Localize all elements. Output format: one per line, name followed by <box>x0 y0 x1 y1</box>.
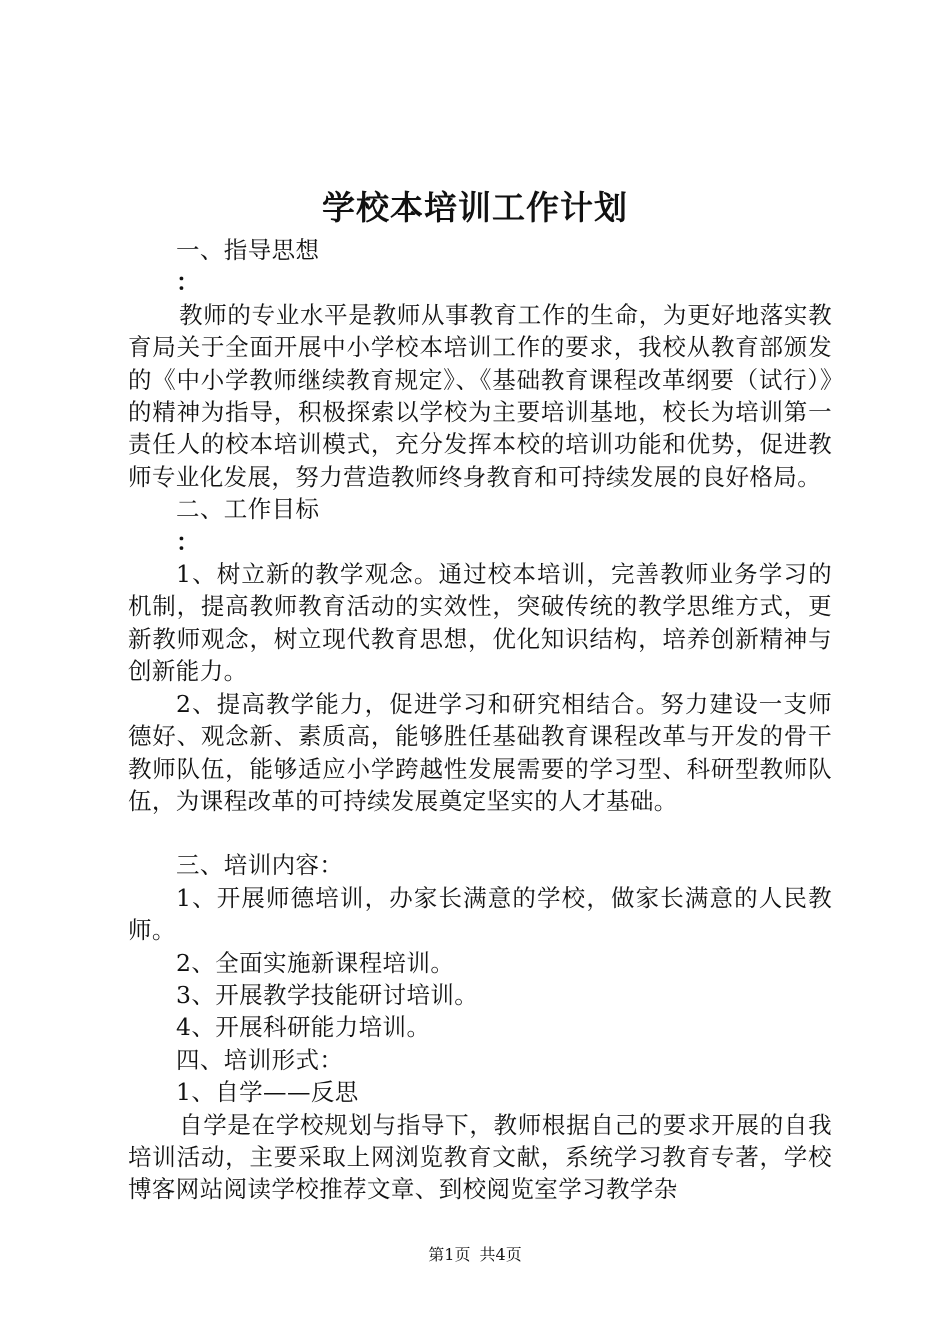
blank-line <box>128 817 832 849</box>
list-item: 1、开展师德培训，办家长满意的学校，做家长满意的人民教师。 <box>128 883 832 945</box>
section-colon: ： <box>176 527 200 556</box>
page-footer <box>0 1245 950 1265</box>
paragraph: 1、树立新的教学观念。通过校本培训，完善教师业务学习的机制，提高教师教育活动的实效性，突破传统的教学思维方式，更新教师观念，树立现代教育思想，优化知识结构，培养创新精神与创新能力。 <box>128 560 832 686</box>
document-title: 学校本培训工作计划 <box>322 188 628 227</box>
section-heading-work-goals: 二、工作目标 <box>176 495 320 524</box>
section-colon: ： <box>176 268 200 297</box>
page-number: 第1页 <box>428 1245 471 1264</box>
list-item: 4、开展科研能力培训。 <box>176 1013 431 1042</box>
list-item: 1、自学——反思 <box>176 1078 359 1107</box>
paragraph: 教师的专业水平是教师从事教育工作的生命，为更好地落实教育局关于全面开展中小学校本培训工作的要求，我校从教育部颁发的《中小学教师继续教育规定》、《基础教育课程改革纲要（试行）》的精神为指导，积极探索以学校为主要培训基地，校长为培训第一责任人的校本培训模式，充分发挥本校的培训功能和优势，促进教师专业化发展，努力营造教师终身教育和可持续发展的良好格局。 <box>128 300 832 491</box>
paragraph: 自学是在学校规划与指导下，教师根据自己的要求开展的自我培训活动，主要采取上网浏览教育文献，系统学习教育专著，学校博客网站阅读学校推荐文章、到校阅览室学习教学杂 <box>128 1110 832 1204</box>
section-heading-guiding-ideology: 一、指导思想 <box>176 236 320 264</box>
page-total: 共4页 <box>479 1245 522 1264</box>
document-body <box>128 234 832 1206</box>
section-heading-training-content: 三、培训内容： <box>176 851 344 880</box>
paragraph: 2、提高教学能力，促进学习和研究相结合。努力建设一支师德好、观念新、素质高，能够胜任基础教育课程改革与开发的骨干教师队伍，能够适应小学跨越性发展需要的学习型、科研型教师队伍，为课程改革的可持续发展奠定坚实的人才基础。 <box>128 689 832 815</box>
list-item: 3、开展教学技能研讨培训。 <box>176 980 479 1009</box>
section-heading-training-forms: 四、培训形式： <box>176 1045 344 1074</box>
list-item: 2、全面实施新课程培训。 <box>176 948 455 977</box>
